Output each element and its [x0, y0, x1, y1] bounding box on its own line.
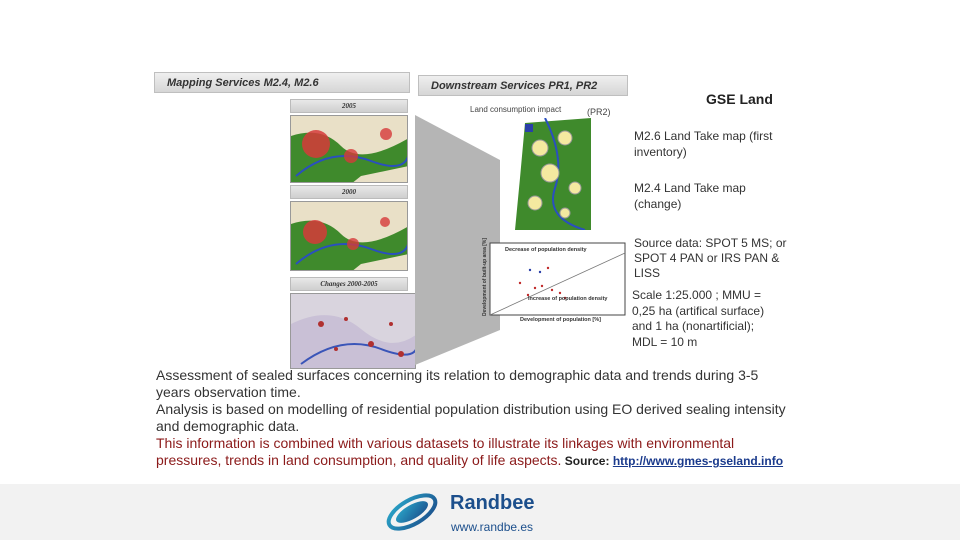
scatter-lower-label: Increase of population density	[528, 296, 608, 302]
population-scatter-chart	[470, 238, 630, 328]
pr2-label: (PR2)	[587, 107, 611, 117]
m26-description: M2.6 Land Take map (first inventory)	[634, 129, 773, 159]
downstream-services-header	[418, 75, 628, 96]
map-label-2000: 2000	[290, 185, 408, 199]
paragraph-analysis: Analysis is based on modelling of residential population distribution using EO derived sealing intensity and demographic data.	[156, 401, 786, 434]
map-label-2005: 2005	[290, 99, 408, 113]
source-data-description: Source data: SPOT 5 MS; or SPOT 4 PAN or IRS PAN & LISS	[634, 236, 787, 280]
mapping-services-header	[154, 72, 410, 93]
brand-name: Randbee	[450, 492, 535, 514]
body-text	[156, 367, 796, 470]
land-take-map-2005	[290, 115, 408, 183]
source-line	[561, 454, 783, 468]
changes-map-image	[291, 294, 416, 369]
land-consumption-label: Land consumption impact	[470, 105, 562, 114]
paragraph-datasets: This information is combined with various datasets to illustrate its linkages with environmental pressures, trends in land consumption, and quality of life aspects. Source: http://www.gmes-gseland.info	[156, 435, 784, 468]
paragraph-assessment: Assessment of sealed surfaces concerning its relation to demographic data and trends during 3-5 years observation time.	[156, 367, 759, 400]
land-take-map-2000	[290, 201, 408, 271]
m24-description: M2.4 Land Take map (change)	[634, 181, 746, 211]
mapping-services-title: Mapping Services M2.4, M2.6	[167, 76, 319, 89]
source-link[interactable]: http://www.gmes-gseland.info	[612, 454, 784, 468]
map-label-changes: Changes 2000-2005	[290, 277, 408, 291]
land-take-change-map	[290, 293, 416, 369]
scatter-upper-label: Decrease of population density	[505, 247, 587, 253]
land-consumption-map	[515, 118, 591, 230]
scale-description: Scale 1:25.000 ; MMU = 0,25 ha (artifical surface) and 1 ha (nonartificial); MDL = 10 m	[632, 288, 765, 349]
downstream-services-title: Downstream Services PR1, PR2	[431, 79, 598, 92]
scatter-y-axis-label: Development of built-up area [%]	[482, 237, 489, 317]
scatter-x-axis-label: Development of population [%]	[520, 317, 601, 323]
map-2000-image	[291, 202, 408, 271]
map-2005-image	[291, 116, 408, 183]
randbee-logo-icon	[383, 490, 441, 534]
source-label: Source:	[564, 454, 610, 468]
gse-land-title: GSE Land	[706, 91, 773, 107]
bubble-map-image	[515, 118, 591, 230]
brand-url[interactable]: www.randbe.es	[451, 520, 534, 534]
